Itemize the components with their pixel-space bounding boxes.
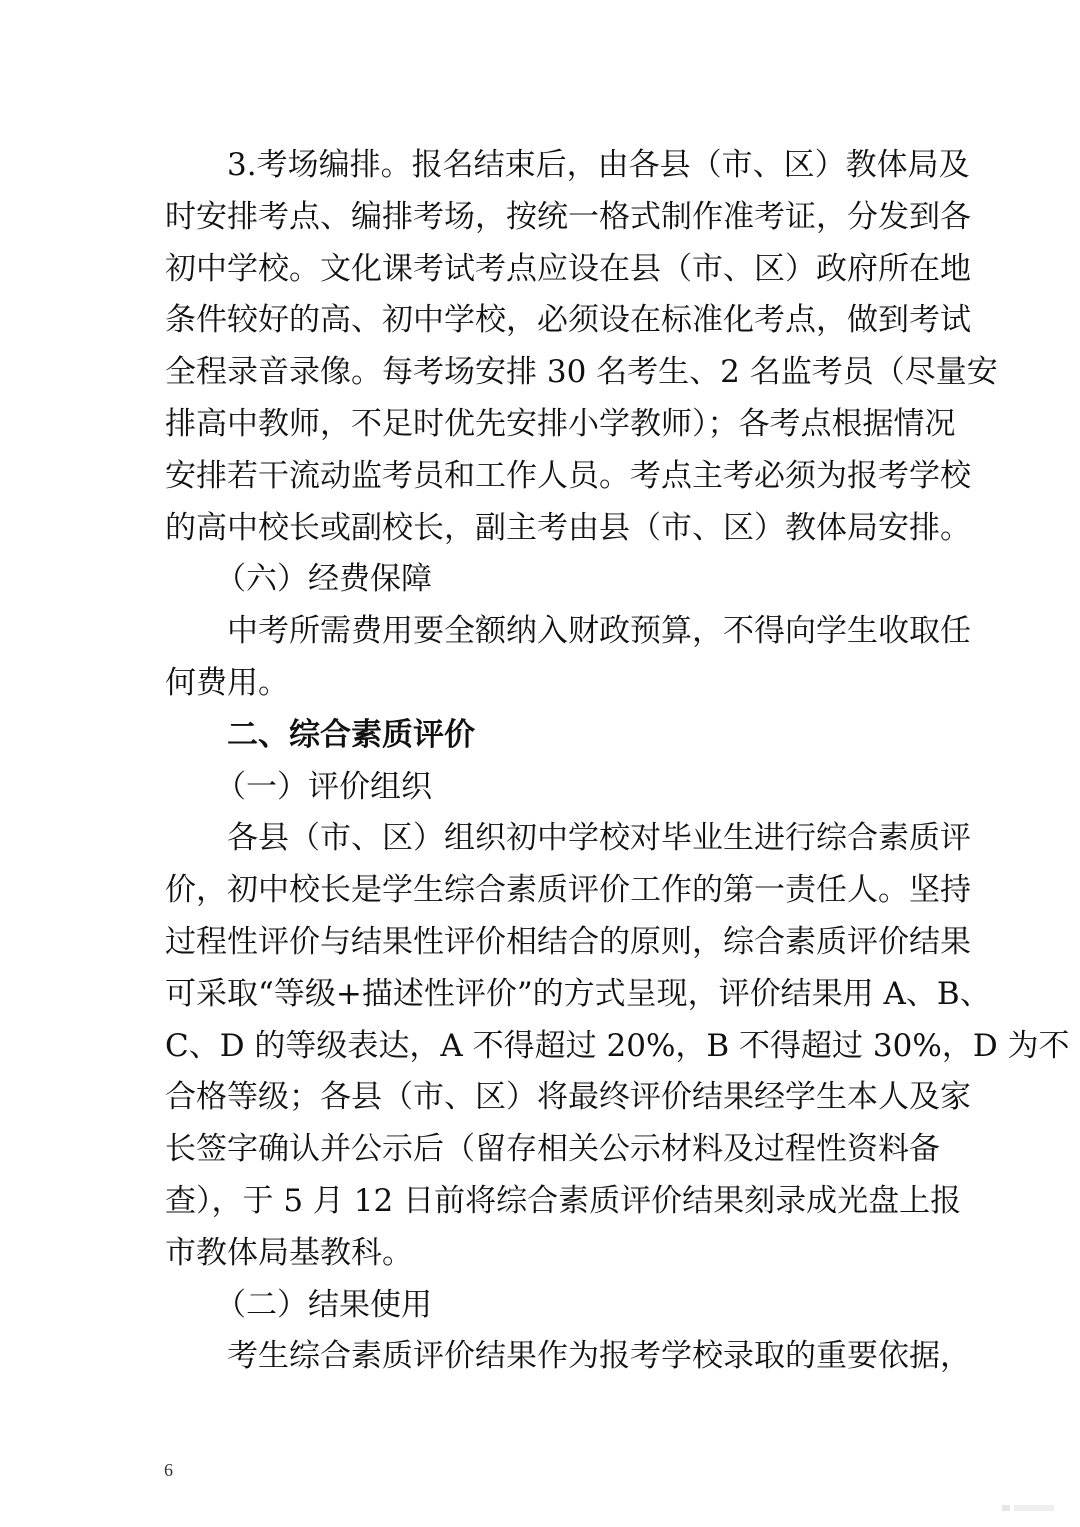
text-line: 全程录音录像。每考场安排 30 名考生、2 名监考员（尽量安: [165, 354, 998, 391]
text-line: 初中学校。文化课考试考点应设在县（市、区）政府所在地: [165, 250, 971, 287]
text-line: 的高中校长或副校长，副主考由县（市、区）教体局安排。: [165, 509, 971, 546]
text-line: 过程性评价与结果性评价相结合的原则，综合素质评价结果: [165, 923, 971, 960]
text-line: 查），于 5 月 12 日前将综合素质评价结果刻录成光盘上报: [165, 1182, 962, 1219]
section-subheading: （一）评价组织: [215, 768, 432, 805]
text-line: 3.考场编排。报名结束后，由各县（市、区）教体局及: [227, 147, 970, 183]
text-line: 市教体局基教科。: [165, 1234, 413, 1271]
section-subheading: （二）结果使用: [215, 1286, 432, 1323]
text-line: 长签字确认并公示后（留存相关公示材料及过程性资料备: [165, 1131, 940, 1168]
text-line: 安排若干流动监考员和工作人员。考点主考必须为报考学校: [165, 457, 971, 494]
section-heading: 二、综合素质评价: [227, 716, 475, 753]
text-line: 各县（市、区）组织初中学校对毕业生进行综合素质评: [227, 820, 971, 857]
text-line: 条件较好的高、初中学校，必须设在标准化考点，做到考试: [165, 302, 971, 339]
text-line: 可采取“等级+描述性评价”的方式呈现，评价结果用 A、B、: [165, 975, 991, 1012]
text-line: 何费用。: [165, 664, 289, 701]
page-number: 6: [164, 1460, 173, 1480]
watermark-mark: [1000, 1501, 1060, 1515]
text-line: 考生综合素质评价结果作为报考学校录取的重要依据，: [227, 1338, 971, 1375]
text-line: 排高中教师，不足时优先安排小学教师）；各考点根据情况: [165, 405, 956, 442]
text-line: 时安排考点、编排考场，按统一格式制作准考证，分发到各: [165, 198, 971, 235]
text-line: 中考所需费用要全额纳入财政预算，不得向学生收取任: [227, 613, 971, 650]
text-line: C、D 的等级表达，A 不得超过 20%，B 不得超过 30%，D 为不: [165, 1027, 1070, 1064]
section-subheading: （六）经费保障: [215, 561, 432, 598]
document-body: [165, 140, 1070, 1383]
text-line: 合格等级；各县（市、区）将最终评价结果经学生本人及家: [165, 1079, 971, 1116]
text-line: 价，初中校长是学生综合素质评价工作的第一责任人。坚持: [165, 872, 971, 909]
